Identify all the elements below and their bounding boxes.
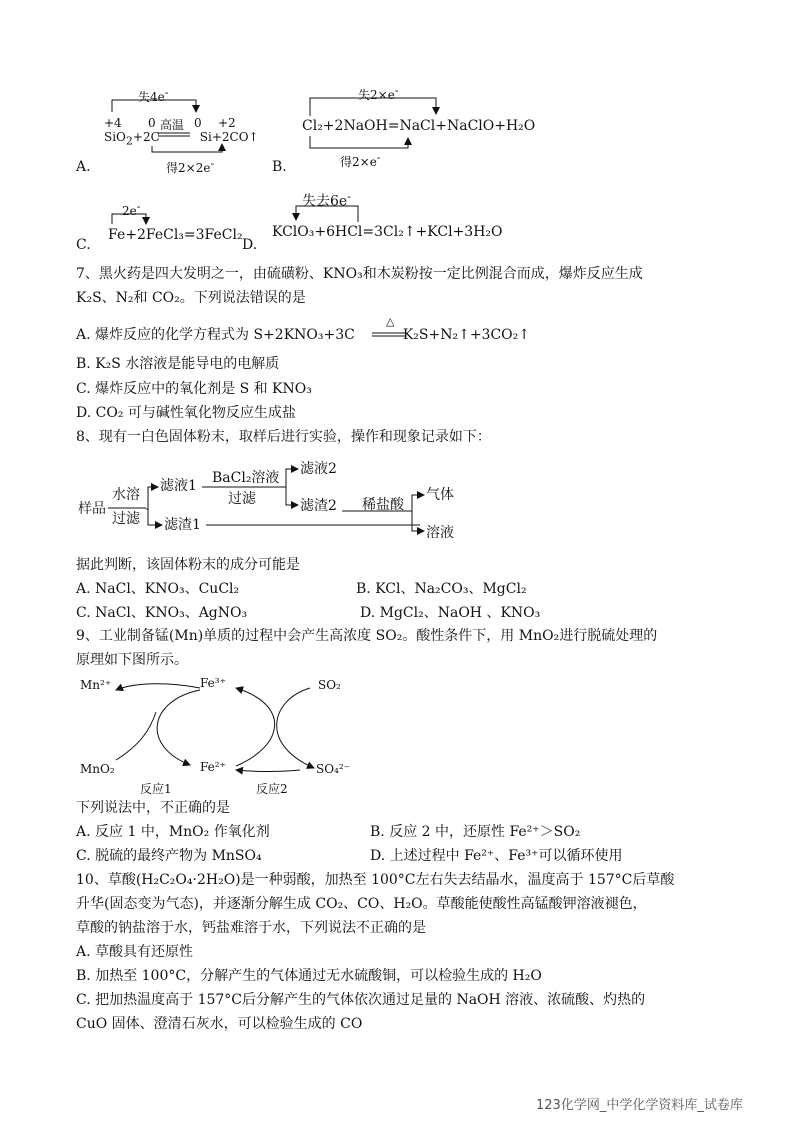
flow-to-filtrate2 bbox=[286, 469, 298, 487]
q10-stem-line1: 10、草酸(H₂C₂O₄·2H₂O)是一种弱酸，加热至 100°C左右失去结晶水，温度高于 157°C后草酸 bbox=[76, 872, 675, 888]
flow-bacl2: BaCl₂溶液 bbox=[212, 470, 280, 486]
option-b-lose-label: 失2×e- bbox=[358, 84, 399, 102]
option-c-label: C. bbox=[76, 237, 91, 253]
cycle-so2: SO₂ bbox=[318, 678, 341, 692]
flow-to-solution bbox=[412, 511, 424, 531]
q7-option-b: B. K₂S 水溶液是能导电的电解质 bbox=[76, 356, 280, 372]
q8-option-a: A. NaCl、KNO₃、CuCl₂ bbox=[76, 581, 240, 597]
cycle-so4: SO₄²⁻ bbox=[316, 762, 351, 776]
q7-stem-line1: 7、黑火药是四大发明之一，由硫磺粉、KNO₃和木炭粉按一定比例混合而成，爆炸反应生成 bbox=[76, 266, 643, 282]
q7-option-a: A. 爆炸反应的化学方程式为 S+2KNO₃+3C K₂S+N₂↑+3CO₂↑ bbox=[76, 327, 530, 343]
q7-option-d: D. CO₂ 可与碱性氧化物反应生成盐 bbox=[76, 405, 296, 421]
q9-stem-line1: 9、工业制备锰(Mn)单质的过程中会产生高浓度 SO₂。酸性条件下，用 MnO₂进行脱硫处理的 bbox=[76, 628, 658, 644]
option-a-lose-label: 失4e- bbox=[138, 86, 169, 104]
q9-option-c: C. 脱硫的最终产物为 MnSO₄ bbox=[76, 848, 262, 864]
cycle-fe2-to-fe3 bbox=[236, 688, 275, 766]
cycle-so4-to-fe2 bbox=[236, 770, 300, 772]
cycle-mno2: MnO₂ bbox=[80, 762, 115, 776]
option-c-electron-label: 2e- bbox=[122, 200, 141, 218]
q10-option-b: B. 加热至 100°C，分解产生的气体通过无水硫酸铜，可以检验生成的 H₂O bbox=[76, 968, 542, 984]
q9-option-a: A. 反应 1 中，MnO₂ 作氧化剂 bbox=[76, 824, 270, 840]
flow-filtrate2: 滤液2 bbox=[300, 461, 337, 477]
option-d-arrow bbox=[296, 206, 358, 222]
option-c-equation: Fe+2FeCl₃=3FeCl₂ bbox=[108, 227, 243, 243]
cycle-fe2: Fe²⁺ bbox=[200, 760, 226, 774]
option-b-equation: Cl₂+2NaOH=NaCl+NaClO+H₂O bbox=[302, 118, 536, 134]
option-b-lose-arrow bbox=[310, 98, 436, 116]
option-c-arrow bbox=[112, 214, 146, 224]
q9-lead: 下列说法中，不正确的是 bbox=[76, 800, 230, 816]
q10-option-c-line1: C. 把加热温度高于 157°C后分解产生的气体依次通过足量的 NaOH 溶液、浓硫酸、灼热的 bbox=[76, 992, 646, 1008]
option-a-label: A. bbox=[76, 159, 91, 175]
option-a-lose-arrow bbox=[112, 100, 196, 112]
flow-gas: 气体 bbox=[426, 487, 454, 503]
q7-option-c: C. 爆炸反应中的氧化剂是 S 和 KNO₃ bbox=[76, 381, 312, 397]
option-a-ox2: 0 bbox=[148, 116, 156, 130]
cycle-reaction2: 反应2 bbox=[256, 782, 288, 796]
watermark: 123化学网_中学化学资料库_试卷库 bbox=[536, 1098, 743, 1113]
flow-to-filtrate1 bbox=[146, 487, 158, 509]
flow-to-residue1 bbox=[148, 509, 162, 525]
cycle-fe3: Fe³⁺ bbox=[200, 676, 226, 690]
option-b-label: B. bbox=[272, 159, 287, 175]
flow-water: 水溶 bbox=[112, 487, 140, 503]
flow-filter1: 过滤 bbox=[112, 511, 140, 527]
q8-judge: 据此判断，该固体粉末的成分可能是 bbox=[76, 557, 300, 573]
option-a-equation: SiO$_2$+2C Si+2CO↑ bbox=[104, 130, 259, 148]
flow-to-residue2 bbox=[286, 487, 298, 505]
flow-filtrate1: 滤液1 bbox=[160, 478, 197, 494]
option-d-label: D. bbox=[242, 237, 258, 253]
flow-residue2: 滤渣2 bbox=[300, 498, 337, 514]
q8-option-b: B. KCl、Na₂CO₃、MgCl₂ bbox=[356, 581, 527, 597]
q10-stem-line2: 升华(固态变为气态)，并逐渐分解生成 CO₂、CO、H₂O。草酸能使酸性高锰酸钾溶液褪色， bbox=[76, 896, 647, 912]
q7-stem-line2: K₂S、N₂和 CO₂。下列说法错误的是 bbox=[76, 290, 306, 306]
cycle-arc-left-down bbox=[157, 690, 200, 765]
q9-option-d: D. 上述过程中 Fe²⁺、Fe³⁺可以循环使用 bbox=[370, 848, 623, 864]
flow-filter2: 过滤 bbox=[228, 491, 256, 507]
cycle-reaction1: 反应1 bbox=[140, 782, 172, 796]
option-a-gain-arrow bbox=[152, 144, 222, 152]
q9-stem-line2: 原理如下图所示。 bbox=[76, 652, 188, 668]
flow-residue1: 滤渣1 bbox=[164, 517, 201, 533]
option-d-lose-label: 失去6e- bbox=[302, 190, 351, 210]
q10-option-c-line2: CuO 固体、澄清石灰水，可以检验生成的 CO bbox=[76, 1016, 363, 1032]
q8-option-d: D. MgCl₂、NaOH 、KNO₃ bbox=[360, 605, 541, 621]
q9-option-b: B. 反应 2 中，还原性 Fe²⁺＞SO₂ bbox=[370, 824, 581, 840]
flow-sample: 样品 bbox=[78, 501, 106, 517]
flow-acid: 稀盐酸 bbox=[362, 497, 404, 513]
q8-stem: 8、现有一白色固体粉末，取样后进行实验，操作和现象记录如下： bbox=[76, 429, 491, 445]
q7-heat-symbol: △ bbox=[386, 315, 395, 328]
cycle-mn2: Mn²⁺ bbox=[80, 678, 112, 692]
cycle-mno2-curve bbox=[116, 712, 156, 760]
flow-to-gas bbox=[412, 495, 424, 511]
q8-option-c: C. NaCl、KNO₃、AgNO₃ bbox=[76, 605, 248, 621]
option-b-gain-arrow bbox=[310, 136, 408, 148]
cycle-mn-arrow bbox=[116, 684, 200, 690]
q10-option-a: A. 草酸具有还原性 bbox=[76, 944, 194, 960]
option-b-gain-label: 得2×e- bbox=[340, 151, 381, 169]
flow-solution: 溶液 bbox=[426, 525, 454, 541]
option-d-equation: KClO₃+6HCl=3Cl₂↑+KCl+3H₂O bbox=[272, 224, 503, 240]
option-a-gain-label: 得2×2e- bbox=[166, 157, 215, 175]
cycle-so2-to-so4 bbox=[277, 688, 314, 768]
option-a-ox4: +2 bbox=[218, 116, 236, 130]
q10-stem-line3: 草酸的钠盐溶于水，钙盐难溶于水，下列说法不正确的是 bbox=[76, 920, 426, 936]
option-a-ox1: +4 bbox=[104, 116, 122, 130]
option-a-ox3: 0 bbox=[194, 116, 202, 130]
option-a-condition: 高温 bbox=[160, 118, 185, 132]
